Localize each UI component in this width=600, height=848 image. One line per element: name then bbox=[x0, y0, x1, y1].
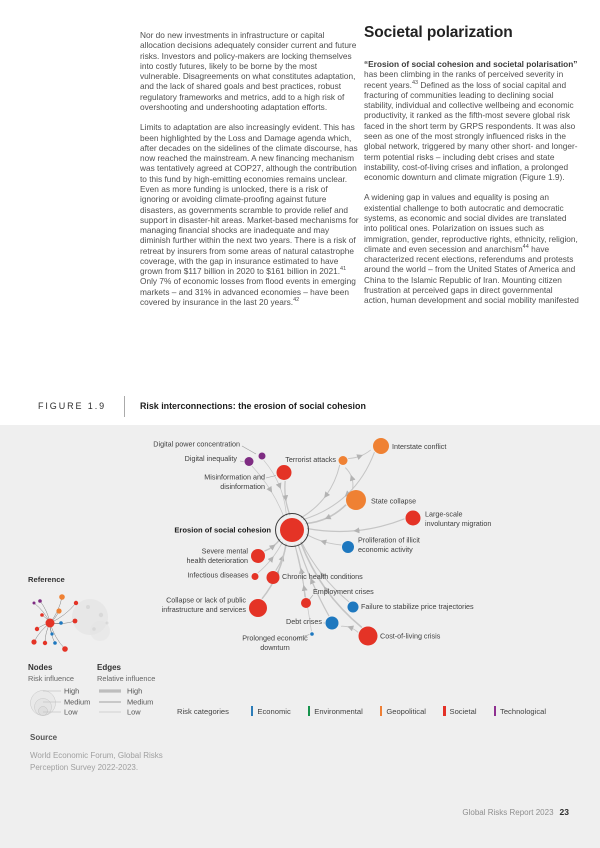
reference-node bbox=[31, 639, 36, 644]
reference-node bbox=[43, 641, 47, 645]
network-edge bbox=[264, 539, 280, 551]
category-name: Economic bbox=[257, 706, 291, 716]
network-edge bbox=[345, 468, 353, 490]
risk-category-item bbox=[443, 706, 477, 716]
page-number: 23 bbox=[559, 807, 569, 817]
risk-category-item bbox=[380, 706, 426, 716]
svg-text:High: High bbox=[127, 686, 143, 696]
risk-category-item bbox=[308, 706, 363, 716]
svg-text:Low: Low bbox=[64, 707, 78, 717]
reference-thumbnail bbox=[28, 587, 123, 659]
category-name: Technological bbox=[500, 706, 547, 716]
node-size-legend-graphic bbox=[28, 683, 94, 721]
reference-title: Reference bbox=[28, 575, 65, 584]
paragraph: A widening gap in values and equality is posing an existential challenge to both autocratic and democratic systems, as economic and social divides are translated into political ones. Polarization on issues such as immigration, gender, reproductive rights, ethnicity, religion, climate and even secession and anarchism$^{44}$ have characterized recent elections, referendums and protests around the world – from the United States of America and China to the Islamic Republic of Iran. Mounting citizen frustration at perceived gaps in direct governmental action, human development and social mobility manifested bbox=[364, 192, 579, 306]
reference-node bbox=[53, 641, 57, 645]
label-leader-line bbox=[266, 476, 276, 479]
paragraph: Limits to adaptation are also increasingly evident. This has been highlighted by the Loss and Damage agenda which, after decades on the sidelines of the climate discourse, has now reached the mainstream. A new financing mechanism was tentatively agreed at COP27, although the contribution to this fund by high-emitting economies remains unclear. Even as more funding is unlocked, there is a risk of ignoring or avoiding climate-proofing against future disasters, as governments scramble to provide relief and support in disaster-hit areas. Market-based mechanisms for managing financial shocks are inadequate and may diminish further within the next two years. There is a risk of retreat by insurers from some areas of natural catastrophe coverage, with the gap in insurance estimated to have grown from $117 billion in 2020 to $161 billion in 2021.41 Only 7% of economic losses from flood events in emerging markets – and 31% in advanced economies – have been covered by insurance in the last 20 years.$^{42}$ bbox=[140, 122, 359, 308]
nodes-legend bbox=[28, 663, 94, 726]
risk-node-smh bbox=[251, 549, 265, 563]
risk-node-label-cip: Collapse or lack of public infrastructure and services bbox=[161, 595, 246, 614]
svg-text:Medium: Medium bbox=[64, 697, 91, 707]
risk-node-lsm bbox=[406, 511, 421, 526]
footnote-ref: 44 bbox=[522, 244, 529, 251]
risk-node-center bbox=[280, 518, 304, 542]
label-leader-line bbox=[240, 461, 244, 462]
risk-node-mis bbox=[277, 465, 292, 480]
category-color-bar bbox=[308, 706, 311, 716]
risk-node-label-center: Erosion of social cohesion bbox=[174, 525, 271, 535]
label-leader-line bbox=[242, 446, 256, 454]
risk-node-inf bbox=[252, 573, 259, 580]
source-line: World Economic Forum, Global Risks bbox=[30, 751, 163, 760]
figure-label: FIGURE 1.9 bbox=[38, 401, 107, 411]
reference-node bbox=[59, 594, 65, 600]
risk-node-label-ic: Interstate conflict bbox=[392, 442, 447, 451]
risk-category-item bbox=[251, 706, 291, 716]
source-note bbox=[30, 733, 163, 774]
category-color-bar bbox=[251, 706, 254, 716]
reference-node bbox=[74, 601, 78, 605]
risk-node-ic bbox=[373, 438, 389, 454]
reference-block bbox=[28, 575, 123, 664]
risk-node-label-emp: Employment crises bbox=[313, 587, 374, 596]
footnote-ref: 42 bbox=[293, 297, 300, 304]
risk-node-label-ta: Terrorist attacks bbox=[285, 455, 336, 464]
risk-node-label-col: Cost-of-living crisis bbox=[380, 631, 441, 641]
reference-node bbox=[62, 646, 68, 652]
source-title: Source bbox=[30, 733, 58, 742]
reference-node bbox=[33, 602, 36, 605]
svg-text:Medium: Medium bbox=[127, 697, 154, 707]
footnote-ref: 43 bbox=[411, 79, 419, 86]
risk-node-label-dc: Debt crises bbox=[286, 617, 322, 626]
risk-category-items bbox=[251, 706, 563, 716]
risk-node-cip bbox=[249, 599, 267, 617]
network-edge bbox=[341, 626, 358, 632]
network-edge bbox=[306, 505, 346, 524]
footnote-ref: 41 bbox=[340, 266, 347, 273]
svg-text:Low: Low bbox=[127, 707, 141, 717]
risk-node-chc bbox=[267, 571, 280, 584]
figure-divider bbox=[124, 396, 125, 417]
risk-node-pia bbox=[342, 541, 354, 553]
risk-node-ped bbox=[310, 632, 314, 636]
source-line: Perception Survey 2022-2023. bbox=[30, 763, 139, 772]
paragraph: Nor do new investments in infrastructure or capital allocation decisions adequately consider current and future risks. Investors and policy-makers are locking themselves into costly futures, likely to be borne by the most vulnerable. Disagreements on what constitutes adaptation, and the lack of shared goals and best practices, robust regulatory frameworks and metrics, add to a high risk of overshooting and undershooting adaptation efforts. bbox=[140, 30, 357, 112]
figure-panel bbox=[0, 425, 600, 848]
reference-node bbox=[73, 619, 78, 624]
body-text-right-column bbox=[364, 24, 579, 315]
reference-edge bbox=[50, 603, 76, 623]
network-edge bbox=[301, 465, 340, 518]
network-edge bbox=[348, 450, 371, 459]
reference-node bbox=[59, 621, 63, 625]
risk-node-label-chc: Chronic health conditions bbox=[282, 572, 363, 581]
risk-node-label-di: Digital inequality bbox=[184, 454, 237, 463]
reference-node bbox=[38, 599, 42, 603]
risk-node-label-ped: Prolonged economic downturn bbox=[242, 633, 308, 652]
reference-node bbox=[40, 613, 44, 617]
edges-legend-subtitle: Relative influence bbox=[97, 674, 156, 683]
figure-title: Risk interconnections: the erosion of social cohesion bbox=[140, 401, 366, 411]
edges-legend-title: Edges bbox=[97, 663, 122, 672]
risk-node-dc bbox=[326, 617, 339, 630]
category-color-bar bbox=[380, 706, 383, 716]
nodes-legend-title: Nodes bbox=[28, 663, 53, 672]
risk-category-item bbox=[494, 706, 547, 716]
category-color-bar bbox=[494, 706, 497, 716]
paragraph: “Erosion of social cohesion and societal polarisation” has been climbing in the ranks of perceived severity in recent years.$^{43}$ Defined as the loss of social capital and fracturing of communities leading to declining social stability, individual and collective wellbeing and economic productivity, it ranked as the fifth-most severe global risk faced in the short term by GRPS respondents. It was also seen as one of the most strongly influenced risks in the global network, triggered by many other short- and longer-term potential risks – including debt crises and state instability, cost-of-living crises and inflation, a prolonged economic downturn and climate migration (Figure 1.9). bbox=[364, 59, 578, 183]
risk-node-label-sc: State collapse bbox=[371, 496, 417, 506]
risk-node-di bbox=[245, 457, 254, 466]
risk-node-ta bbox=[339, 456, 348, 465]
risk-node-sc bbox=[346, 490, 366, 510]
risk-node-label-smh: Severe mental health deterioration bbox=[186, 546, 248, 565]
risk-node-label-pia: Proliferation of illicit economic activity bbox=[358, 535, 420, 554]
risk-categories-label: Risk categories bbox=[177, 706, 229, 716]
body-text-left-column bbox=[140, 30, 359, 317]
category-name: Societal bbox=[449, 706, 477, 716]
svg-text:High: High bbox=[64, 686, 80, 696]
risk-node-fpt bbox=[348, 602, 359, 613]
nodes-legend-subtitle: Risk influence bbox=[28, 674, 75, 683]
risk-categories-legend bbox=[177, 706, 563, 716]
category-name: Environmental bbox=[314, 706, 363, 716]
report-name: Global Risks Report 2023 bbox=[462, 808, 554, 817]
reference-center-node bbox=[46, 619, 55, 628]
reference-node bbox=[50, 632, 53, 635]
edges-legend bbox=[97, 663, 163, 726]
network-edge bbox=[306, 534, 341, 545]
risk-node-label-mis: Misinformation and disinformation bbox=[204, 472, 265, 491]
risk-node-emp bbox=[301, 598, 311, 608]
section-heading: Societal polarization bbox=[364, 24, 513, 41]
risk-node-dpc bbox=[259, 453, 266, 460]
risk-node-label-lsm: Large-scale involuntary migration bbox=[425, 509, 492, 528]
risk-node-col bbox=[359, 627, 378, 646]
page-footer bbox=[462, 807, 569, 817]
reference-node bbox=[35, 627, 39, 631]
category-color-bar bbox=[443, 706, 446, 716]
reference-node bbox=[56, 608, 61, 613]
bold-lead: “Erosion of social cohesion and societal polarisation” bbox=[364, 59, 578, 69]
category-name: Geopolitical bbox=[386, 706, 426, 716]
risk-node-label-dpc: Digital power concentration bbox=[153, 439, 240, 449]
risk-node-label-fpt: Failure to stabilize price trajectories bbox=[361, 602, 474, 611]
edge-weight-legend-graphic bbox=[97, 683, 163, 721]
risk-node-label-inf: Infectious diseases bbox=[187, 570, 249, 580]
